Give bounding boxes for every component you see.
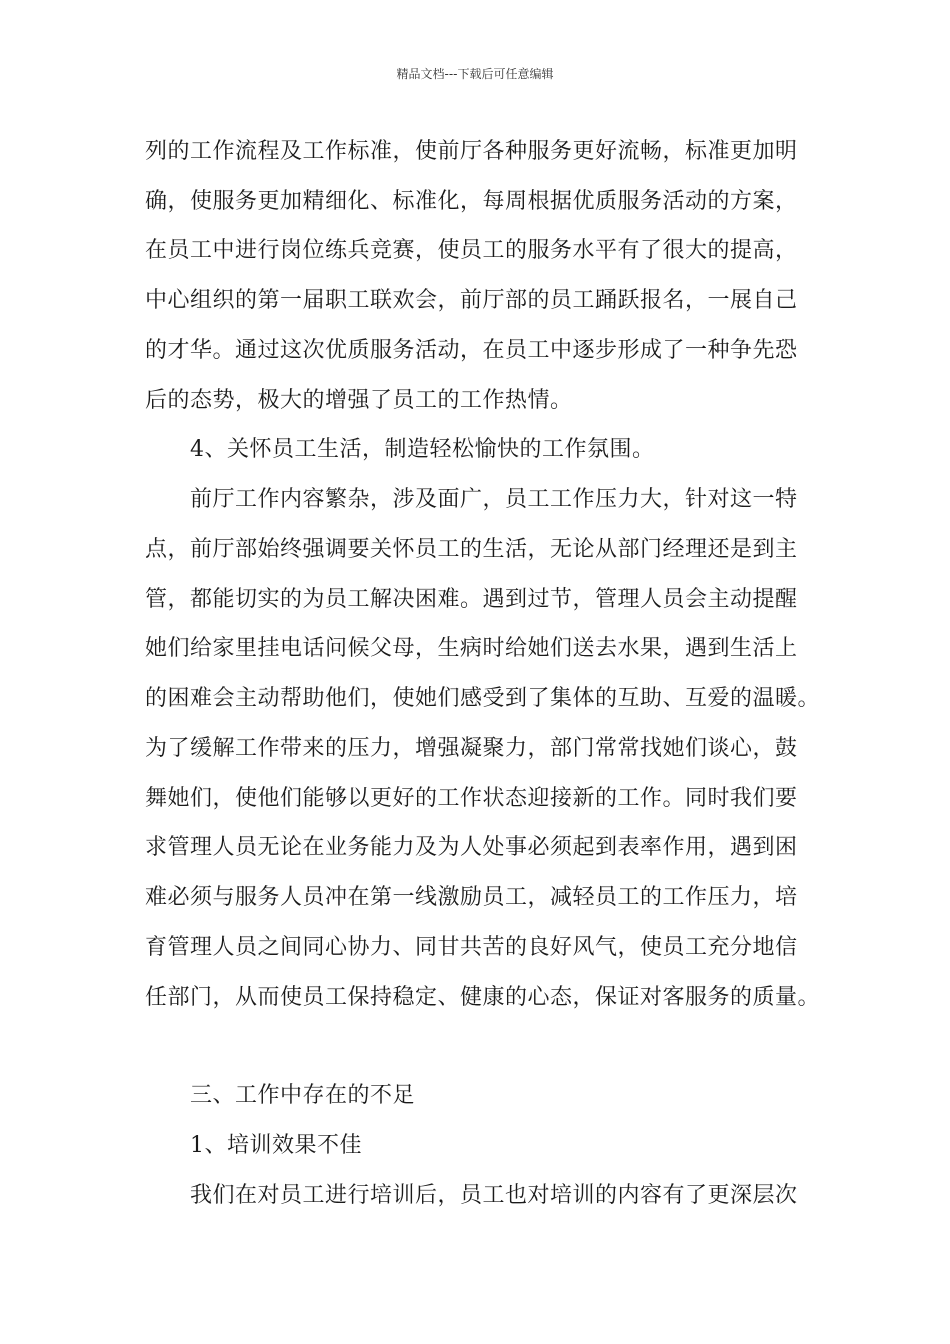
text-line: 育管理人员之间同心协力、同甘共苦的良好风气，使员工充分地信: [145, 935, 798, 960]
text-line: 在员工中进行岗位练兵竞赛，使员工的服务水平有了很大的提高，: [145, 238, 798, 263]
text-line: 中心组织的第一届职工联欢会，前厅部的员工踊跃报名，一展自己: [145, 288, 798, 313]
text-line: 确，使服务更加精细化、标准化，每周根据优质服务活动的方案，: [145, 189, 798, 214]
text-line: 后的态势，极大的增强了员工的工作热情。: [145, 388, 573, 413]
paragraph-start: 前厅工作内容繁杂，涉及面广，员工工作压力大，针对这一特: [190, 487, 798, 512]
text-line: 的困难会主动帮助他们，使她们感受到了集体的互助、互爱的温暖。: [145, 686, 821, 711]
text-line: 难必须与服务人员冲在第一线激励员工，减轻员工的工作压力，培: [145, 885, 798, 910]
text-line: 点，前厅部始终强调要关怀员工的生活，无论从部门经理还是到主: [145, 537, 798, 562]
text-line: 她们给家里挂电话问候父母，生病时给她们送去水果，遇到生活上: [145, 636, 798, 661]
text-line: 舞她们，使他们能够以更好的工作状态迎接新的工作。同时我们要: [145, 786, 798, 811]
page-header: 精品文档---下载后可任意编辑: [396, 67, 554, 81]
text-line: 任部门，从而使员工保持稳定、健康的心态，保证对客服务的质量。: [145, 985, 821, 1010]
text-line: 求管理人员无论在业务能力及为人处事必须起到表率作用，遇到困: [145, 835, 798, 860]
chapter-heading: 三、工作中存在的不足: [190, 1083, 416, 1108]
text-line: 的才华。通过这次优质服务活动，在员工中逐步形成了一种争先恐: [145, 338, 798, 363]
text-line: 管，都能切实的为员工解决困难。遇到过节，管理人员会主动提醒: [145, 587, 798, 612]
section-heading: 4、关怀员工生活，制造轻松愉快的工作氛围。: [190, 437, 655, 462]
text-line: 为了缓解工作带来的压力，增强凝聚力，部门常常找她们谈心，鼓: [145, 736, 798, 761]
paragraph-start: 我们在对员工进行培训后，员工也对培训的内容有了更深层次: [190, 1183, 798, 1208]
text-line: 列的工作流程及工作标准，使前厅各种服务更好流畅，标准更加明: [145, 139, 798, 164]
section-heading: 1、培训效果不佳: [190, 1133, 362, 1158]
